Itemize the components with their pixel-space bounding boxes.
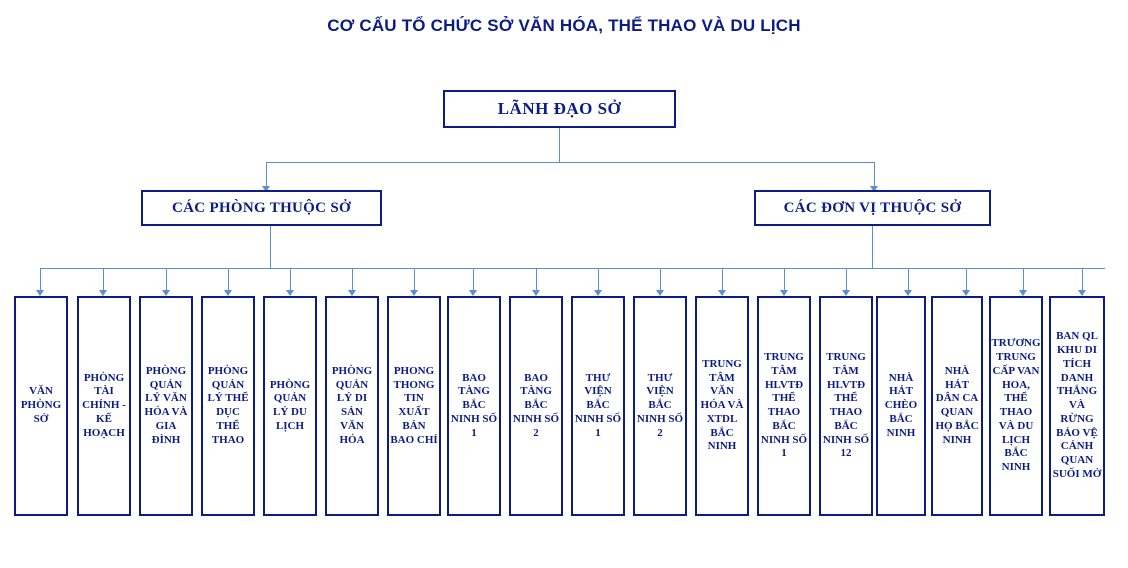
leaf-label: TRUNG TÂM VĂN HÓA VÀ XTDL BẮC NINH (700, 357, 744, 453)
connector-leaf-drop-l6 (352, 268, 353, 292)
connector-leaf-drop-r4 (660, 268, 661, 292)
leaf-label: TRUNG TÂM HLVTĐ THỂ THAO BẮC NINH SỐ 12 (822, 351, 870, 460)
connector-leaf-drop-r2 (536, 268, 537, 292)
connector-leaf-drop-r9 (966, 268, 967, 292)
connector-leaf-drop-l2 (103, 268, 104, 292)
leaf-box[interactable] (633, 296, 687, 516)
leaf-box[interactable] (325, 296, 379, 516)
leaf-label: BAO TÀNG BẮC NINH SỐ 1 (450, 371, 498, 439)
leaf-box[interactable] (819, 296, 873, 516)
node-branch-left-label: CÁC PHÒNG THUỘC SỞ (172, 199, 351, 216)
leaf-label: NHÀ HÁT CHÈO BẮC NINH (884, 371, 918, 439)
leaf-box[interactable] (77, 296, 131, 516)
leaf-box[interactable] (139, 296, 193, 516)
connector-drop-right (874, 162, 875, 188)
leaf-box[interactable] (201, 296, 255, 516)
connector-leaf-drop-l7 (414, 268, 415, 292)
leaf-box[interactable] (695, 296, 749, 516)
connector-leaf-drop-l4 (228, 268, 229, 292)
leaf-box[interactable] (571, 296, 625, 516)
connector-leaf-drop-r7 (846, 268, 847, 292)
node-branch-left[interactable] (141, 190, 382, 226)
page-title: CƠ CẤU TỔ CHỨC SỞ VĂN HÓA, THỂ THAO VÀ DU LỊCH (327, 16, 801, 35)
leaf-box[interactable] (757, 296, 811, 516)
node-root[interactable] (443, 90, 676, 128)
node-branch-right[interactable] (754, 190, 991, 226)
leaf-box[interactable] (387, 296, 441, 516)
leaf-label: PHÒNG TÀI CHÍNH - KẾ HOẠCH (82, 371, 126, 439)
node-branch-right-label: CÁC ĐƠN VỊ THUỘC SỞ (783, 199, 962, 216)
connector-right-bus (465, 268, 1105, 269)
leaf-label: PHÒNG QUẢN LÝ DU LỊCH (269, 378, 311, 432)
leaf-label: VĂN PHÒNG SỞ (20, 385, 62, 425)
leaf-label: PHÒNG QUẢN LÝ DI SẢN VĂN HÓA (331, 364, 373, 446)
connector-root-stem (559, 128, 560, 162)
leaf-label: NHÀ HÁT DÂN CA QUAN HỌ BẮC NINH (935, 364, 979, 446)
leaf-label: BAO TÀNG BẮC NINH SỐ 2 (512, 371, 560, 439)
leaf-box[interactable] (1049, 296, 1105, 516)
leaf-label: PHÒNG QUẢN LÝ VĂN HÓA VÀ GIA ĐÌNH (144, 364, 188, 446)
leaf-label: THƯ VIỆN BẮC NINH SỐ 1 (574, 371, 622, 439)
connector-leaf-drop-r5 (722, 268, 723, 292)
connector-leaf-drop-l3 (166, 268, 167, 292)
connector-leaf-drop-r6 (784, 268, 785, 292)
leaf-box[interactable] (509, 296, 563, 516)
leaf-label: PHÒNG QUẢN LÝ THỂ DỤC THỂ THAO (207, 364, 249, 446)
leaf-box[interactable] (263, 296, 317, 516)
leaf-box[interactable] (876, 296, 926, 516)
connector-leaf-drop-r10 (1023, 268, 1024, 292)
connector-root-bus (266, 162, 874, 163)
connector-leaf-drop-r3 (598, 268, 599, 292)
leaf-box[interactable] (931, 296, 983, 516)
node-root-label: LÃNH ĐẠO SỞ (497, 99, 622, 119)
leaf-box[interactable] (989, 296, 1043, 516)
connector-right-stem (872, 226, 873, 268)
connector-leaf-drop-l1 (40, 268, 41, 292)
leaf-label: BAN QL KHU DI TÍCH DANH THẮNG VÀ RỪNG BẢO VỆ CẢNH QUAN SUỐI MỞ (1052, 330, 1102, 480)
connector-drop-left (266, 162, 267, 188)
leaf-label: TRƯƠNG TRUNG CẤP VAN HOA, THỂ THAO VÀ DU LỊCH BẮC NINH (991, 337, 1041, 473)
connector-leaf-drop-r11 (1082, 268, 1083, 292)
connector-leaf-drop-r1 (473, 268, 474, 292)
connector-left-bus (40, 268, 505, 269)
leaf-label: TRUNG TÂM HLVTĐ THỂ THAO BẮC NINH SỐ 1 (760, 351, 808, 460)
leaf-label: PHONG THONG TIN XUẤT BẢN BAO CHÍ (390, 364, 438, 446)
leaf-box[interactable] (447, 296, 501, 516)
connector-left-stem (270, 226, 271, 268)
leaf-box[interactable] (14, 296, 68, 516)
leaf-label: THƯ VIỆN BẮC NINH SỐ 2 (636, 371, 684, 439)
connector-leaf-drop-l5 (290, 268, 291, 292)
connector-leaf-drop-r8 (908, 268, 909, 292)
